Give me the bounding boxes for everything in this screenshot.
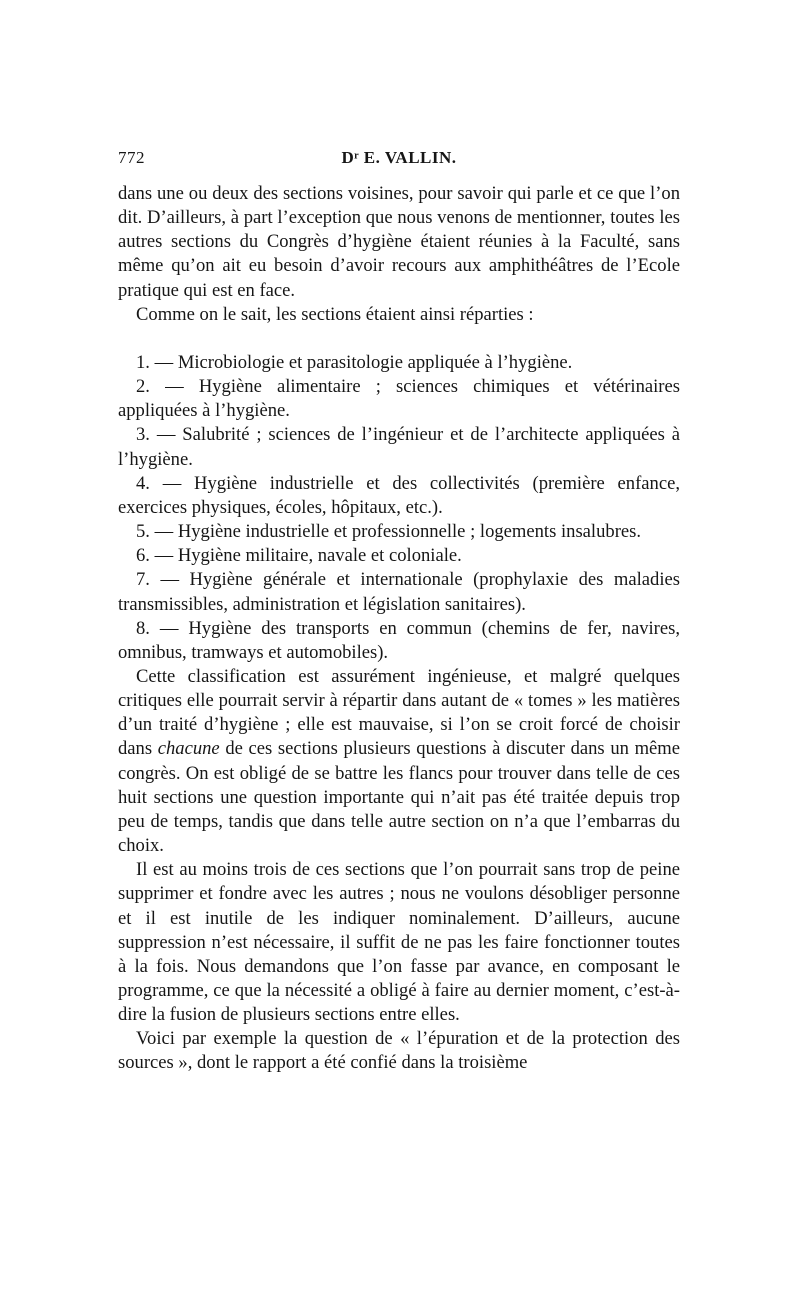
section-item-6: 6. — Hygiène militaire, navale et coloniale. [136, 545, 462, 567]
paragraph-4: Il est au moins trois de ces sections que l’on pourrait sans trop de peine supprimer et fondre avec les autres ; nous ne voulons désobliger personne et il est inutile de les indiquer nominalement. D’ailleurs, aucune suppression n’est nécessaire, il suffit de ne pas les faire fonctionner toutes à la fois. Nous demandons que l’on fasse par avance, en composant le programme, ce que la nécessité a obligé à faire au dernier moment, c’est-à-dire la fusion de plusieurs sections entre elles. [118, 859, 680, 1026]
section-item-7: 7. — Hygiène générale et internationale (prophylaxie des maladies transmissibles, administration et législation sanitaires). [118, 569, 680, 615]
page-number: 772 [118, 148, 145, 167]
emphasis-chacune: chacune [157, 738, 220, 760]
book-page [118, 148, 680, 1076]
page-body [118, 182, 680, 1076]
paragraph-3 [118, 665, 680, 858]
section-item-4: 4. — Hygiène industrielle et des collectivités (première enfance, exercices physiques, écoles, hôpitaux, etc.). [118, 472, 680, 518]
section-item-8: 8. — Hygiène des transports en commun (chemins de fer, navires, omnibus, tramways et automobiles). [118, 617, 680, 663]
section-item-2: 2. — Hygiène alimentaire ; sciences chimiques et vétérinaires appliquées à l’hygiène. [118, 376, 680, 422]
paragraph-3-end: de ces sections plusieurs questions à discuter dans un même congrès. On est obligé de se battre les flancs pour trouver dans telle de ces huit sections une question importante qui n’ait pas été traitée depuis trop peu de temps, tandis que dans telle autre section on n’a que l’embarras du choix. [118, 738, 680, 857]
section-item-1: 1. — Microbiologie et parasitologie appliquée à l’hygiène. [136, 351, 573, 373]
running-head [118, 148, 680, 176]
spacer [118, 327, 680, 351]
paragraph-1: dans une ou deux des sections voisines, pour savoir qui parle et ce que l’on dit. D’ailleurs, à part l’exception que nous venons de mentionner, toutes les autres sections du Congrès d’hygiène étaient réunies à la Faculté, sans même qu’on ait eu besoin d’avoir recours aux amphithéâtres de l’Ecole pratique qui est en face. [118, 183, 680, 301]
section-item-5: 5. — Hygiène industrielle et professionnelle ; logements insalubres. [136, 521, 642, 543]
running-head-author: Dʳ E. VALLIN. [341, 148, 457, 167]
section-item-3: 3. — Salubrité ; sciences de l’ingénieur et de l’architecte appliquées à l’hygiène. [118, 424, 680, 470]
paragraph-3-start: Cette classification est assurément ingénieuse, et malgré quelques critiques elle pourrait servir à répartir dans autant de « tomes » les matières d’un traité d’hygiène ; elle est mauvaise, si l’on se croit forcé de choisir dans [118, 665, 680, 760]
paragraph-2: Comme on le sait, les sections étaient ainsi réparties : [136, 303, 534, 325]
paragraph-5: Voici par exemple la question de « l’épuration et de la protection des sources », dont le rapport a été confié dans la troisième [118, 1028, 680, 1074]
